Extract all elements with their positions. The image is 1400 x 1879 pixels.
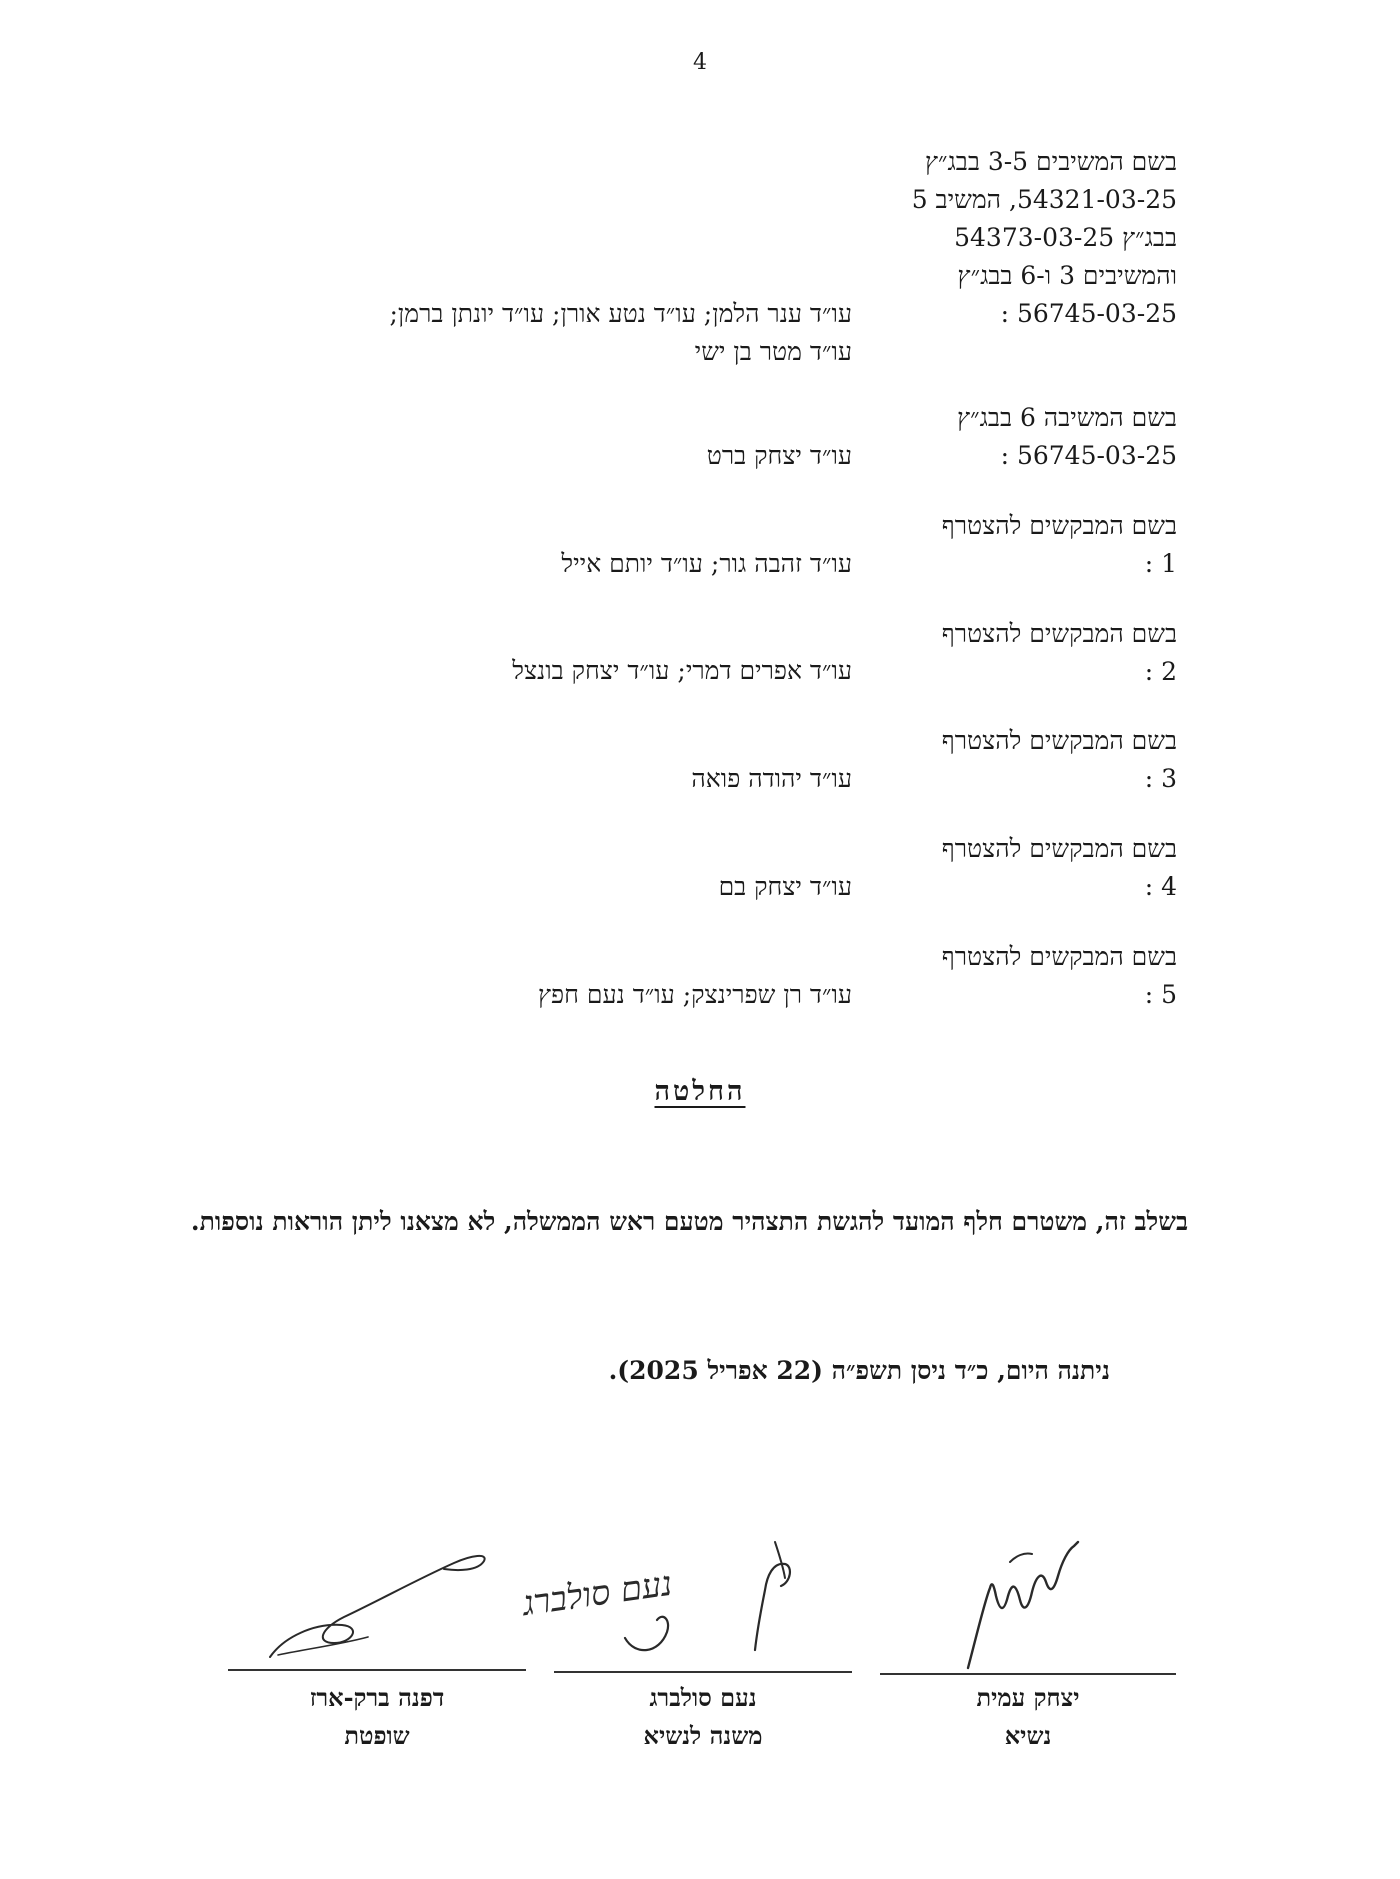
party-label-joiners-5 xyxy=(867,938,1177,1014)
lawyer-line: עו״ד ענר הלמן; עו״ד נטע אורן; עו״ד יונתן ברמן; xyxy=(389,299,852,328)
party-label-joiners-1 xyxy=(867,507,1177,583)
signature-judge-2 xyxy=(519,1520,815,1670)
judge-role-3: שופטת xyxy=(344,1721,410,1750)
party-label-line: בשם המבקשים להצטרף xyxy=(941,619,1177,648)
party-label-line: 1 : xyxy=(1144,549,1177,578)
lawyer-line: עו״ד יצחק ברט xyxy=(706,441,852,470)
decision-title xyxy=(0,1076,1400,1107)
party-label-line: בשם המבקשים להצטרף xyxy=(941,726,1177,755)
signature-judge-1 xyxy=(950,1520,1100,1670)
decision-title-text: החלטה xyxy=(654,1076,746,1107)
judge-role-2: משנה לנשיא xyxy=(643,1721,763,1750)
party-label-respondent-6 xyxy=(867,399,1177,475)
signature-judge-3 xyxy=(258,1525,498,1665)
judge-role-1: נשיא xyxy=(1004,1721,1052,1750)
party-label-line: בשם המבקשים להצטרף xyxy=(941,511,1177,540)
signature-judge-2-text: נעם סולברג xyxy=(519,1563,675,1625)
party-lawyers-joiners-5 xyxy=(212,976,852,1014)
party-label-line: 2 : xyxy=(1144,657,1177,686)
party-label-line: 5 : xyxy=(1144,980,1177,1009)
party-label-line: בשם המשיבים 3-5 בבג״ץ xyxy=(925,147,1177,176)
party-label-line: 56745-03-25 : xyxy=(1000,299,1177,328)
signature-line-judge-1 xyxy=(880,1673,1176,1675)
party-label-line: בשם המשיבה 6 בבג״ץ xyxy=(957,403,1177,432)
lawyer-line: עו״ד אפרים דמרי; עו״ד יצחק בונצל xyxy=(512,656,852,685)
party-label-joiners-4 xyxy=(867,830,1177,906)
party-label-line: 3 : xyxy=(1144,764,1177,793)
lawyer-line: עו״ד יהודה פואה xyxy=(691,764,852,793)
party-lawyers-respondents-3-5 xyxy=(212,295,852,371)
lawyer-line: עו״ד מטר בן ישי xyxy=(694,337,852,366)
party-label-line: 4 : xyxy=(1144,872,1177,901)
party-label-line: בשם המבקשים להצטרף xyxy=(941,942,1177,971)
party-label-line: והמשיבים 3 ו-6 בבג״ץ xyxy=(957,261,1177,290)
lawyer-line: עו״ד רן שפרינצק; עו״ד נעם חפץ xyxy=(538,980,852,1009)
party-label-line: 54321-03-25, המשיב 5 xyxy=(911,185,1177,214)
party-label-line: בשם המבקשים להצטרף xyxy=(941,834,1177,863)
judge-name-3: דפנה ברק-ארז xyxy=(309,1683,445,1712)
judge-name-1: יצחק עמית xyxy=(976,1683,1080,1712)
party-label-joiners-3 xyxy=(867,722,1177,798)
party-lawyers-joiners-1 xyxy=(212,545,852,583)
decision-text: בשלב זה, משטרם חלף המועד להגשת התצהיר מטעם ראש הממשלה, לא מצאנו ליתן הוראות נוספות. xyxy=(190,1207,1188,1236)
party-lawyers-respondent-6 xyxy=(212,437,852,475)
party-label-respondents-3-5 xyxy=(867,143,1177,333)
party-lawyers-joiners-4 xyxy=(212,868,852,906)
party-label-line: בבג״ץ 54373-03-25 xyxy=(954,223,1177,252)
signature-line-judge-2 xyxy=(554,1671,852,1673)
party-lawyers-joiners-3 xyxy=(212,760,852,798)
party-label-line: 56745-03-25 : xyxy=(1000,441,1177,470)
judge-name-2: נעם סולברג xyxy=(649,1683,757,1712)
given-date-text: ניתנה היום, כ״ד ניסן תשפ״ה (22 אפריל 2025). xyxy=(608,1356,1110,1385)
lawyer-line: עו״ד יצחק בם xyxy=(718,872,852,901)
lawyer-line: עו״ד זהבה גור; עו״ד יותם אייל xyxy=(561,549,852,578)
party-label-joiners-2 xyxy=(867,615,1177,691)
page-number: 4 xyxy=(693,50,707,75)
party-lawyers-joiners-2 xyxy=(212,652,852,690)
signature-line-judge-3 xyxy=(228,1669,526,1671)
